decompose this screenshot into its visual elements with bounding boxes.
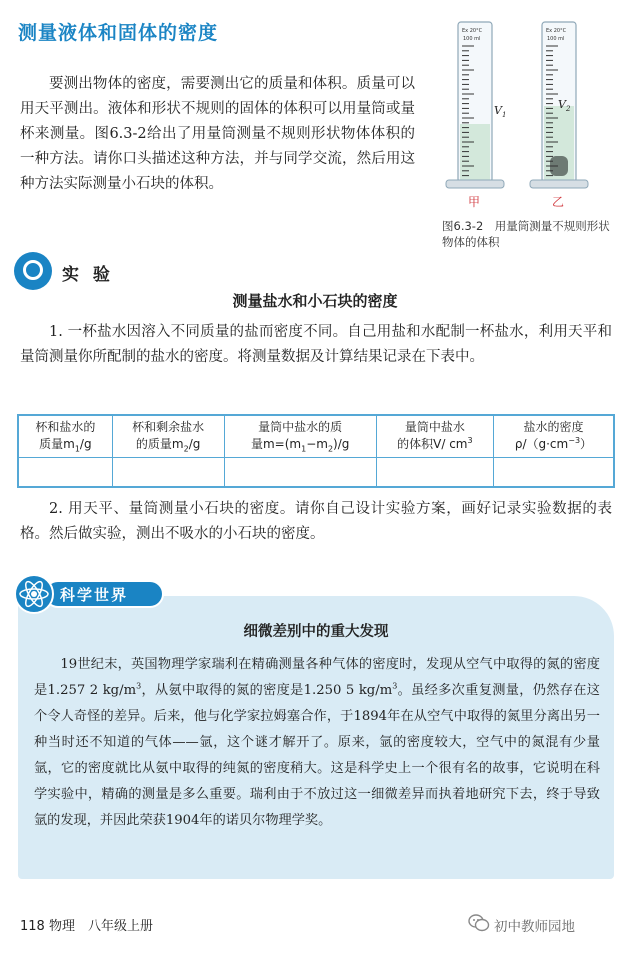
table-row — [18, 457, 614, 487]
figure-caption: 图6.3-2 用量筒测量不规则形状物体的体积 — [442, 219, 610, 249]
cyl-left-top-text: Ex 20°C — [462, 28, 483, 34]
table-cell[interactable] — [112, 457, 224, 487]
intro-paragraph — [20, 72, 415, 197]
experiment-icon — [14, 252, 52, 290]
v1-label: $V_1$ — [494, 104, 507, 119]
cyl-right-volume: 100 ml — [547, 36, 565, 42]
table-cell[interactable] — [18, 457, 112, 487]
table-cell[interactable] — [493, 457, 614, 487]
experiment-title: 测量盐水和小石块的密度 — [232, 292, 398, 310]
science-world-badge — [14, 574, 164, 618]
header-volume: 量筒中盐水 的体积V/ $cm^3$ — [376, 415, 493, 457]
science-world-label: 科学世界 — [60, 586, 129, 604]
cyl-left-volume: 100 ml — [463, 36, 481, 42]
watermark — [468, 913, 618, 935]
right-cylinder-label: 乙 — [552, 195, 565, 209]
table-cell[interactable] — [376, 457, 493, 487]
header-cup-salt-water-mass: 杯和盐水的 质量$m_1/g$ — [18, 415, 112, 457]
experiment-badge: 实 验 — [62, 265, 114, 285]
data-table — [17, 414, 615, 488]
left-cylinder-label: 甲 — [468, 195, 481, 209]
v2-label: $V_2$ — [558, 98, 571, 113]
graduated-cylinders-figure — [430, 14, 620, 214]
cyl-right-top-text: Ex 20°C — [546, 28, 567, 34]
atom-icon — [14, 574, 54, 614]
intro-text: 要测出物体的密度，需要测出它的质量和体积。质量可以用天平测出。液体和形状不规则的固体的体积可以用量筒或量杯来测量。图6.3-2给出了用量筒测量不规则形状物体体积的一种方法。请你口头描述这种方法，并与同学交流，然后用这种方法实际测量小石块的体积。 — [20, 76, 415, 192]
table-header-row — [18, 415, 614, 457]
page-footer: 118 物理 八年级上册 — [20, 919, 153, 934]
header-remaining-mass: 杯和剩余盐水 的质量$m_2/g$ — [112, 415, 224, 457]
experiment-paragraph-1: 1. 一杯盐水因溶入不同质量的盐而密度不同。自己用盐和水配制一杯盐水，利用天平和量筒测量你所配制的盐水的密度。将测量数据及计算结果记录在下表中。 — [20, 324, 612, 365]
header-cylinder-mass: 量筒中盐水的质 量$m=(m_1-m_2)/g$ — [224, 415, 376, 457]
experiment-header — [14, 252, 314, 292]
watermark-text: 初中教师园地 — [494, 919, 575, 935]
experiment-paragraph-2: 2. 用天平、量筒测量小石块的密度。请你自己设计实验方案，画好记录实验数据的表格。然后做实验，测出不吸水的小石块的密度。 — [20, 501, 612, 542]
table-cell[interactable] — [224, 457, 376, 487]
section-title: 测量液体和固体的密度 — [18, 22, 219, 44]
science-body: 19世纪末，英国物理学家瑞利在精确测量各种气体的密度时，发现从空气中取得的氮的密度是1.257 2 $kg/m^3$，从氨中取得的氮的密度是1.250 5 $kg/m^3$。虽经多次重复测量，仍然存在这个令人奇怪的差异。后来，他与化学家拉姆塞合作，于1894年在从空气中取得的氮里分离出另一种当时还不知道的气体——氩，这个谜才解开了。原来，氩的密度较大，空气中的氮混有少量氩，它的密度就比从氨中取得的纯氮的密度稍大。这是科学史上一个很有名的故事，它说明在科学实验中，精确的测量是多么重要。瑞利由于不放过这一细微差异而执着地研究下去，终于导致氩的发现，并因此荣获1904年的诺贝尔物理学奖。 — [34, 657, 600, 828]
header-density: 盐水的密度 $\rho/(g\cdot cm^{-3})$ — [493, 415, 614, 457]
science-title: 细微差别中的重大发现 — [243, 624, 389, 640]
wechat-icon — [468, 913, 490, 933]
